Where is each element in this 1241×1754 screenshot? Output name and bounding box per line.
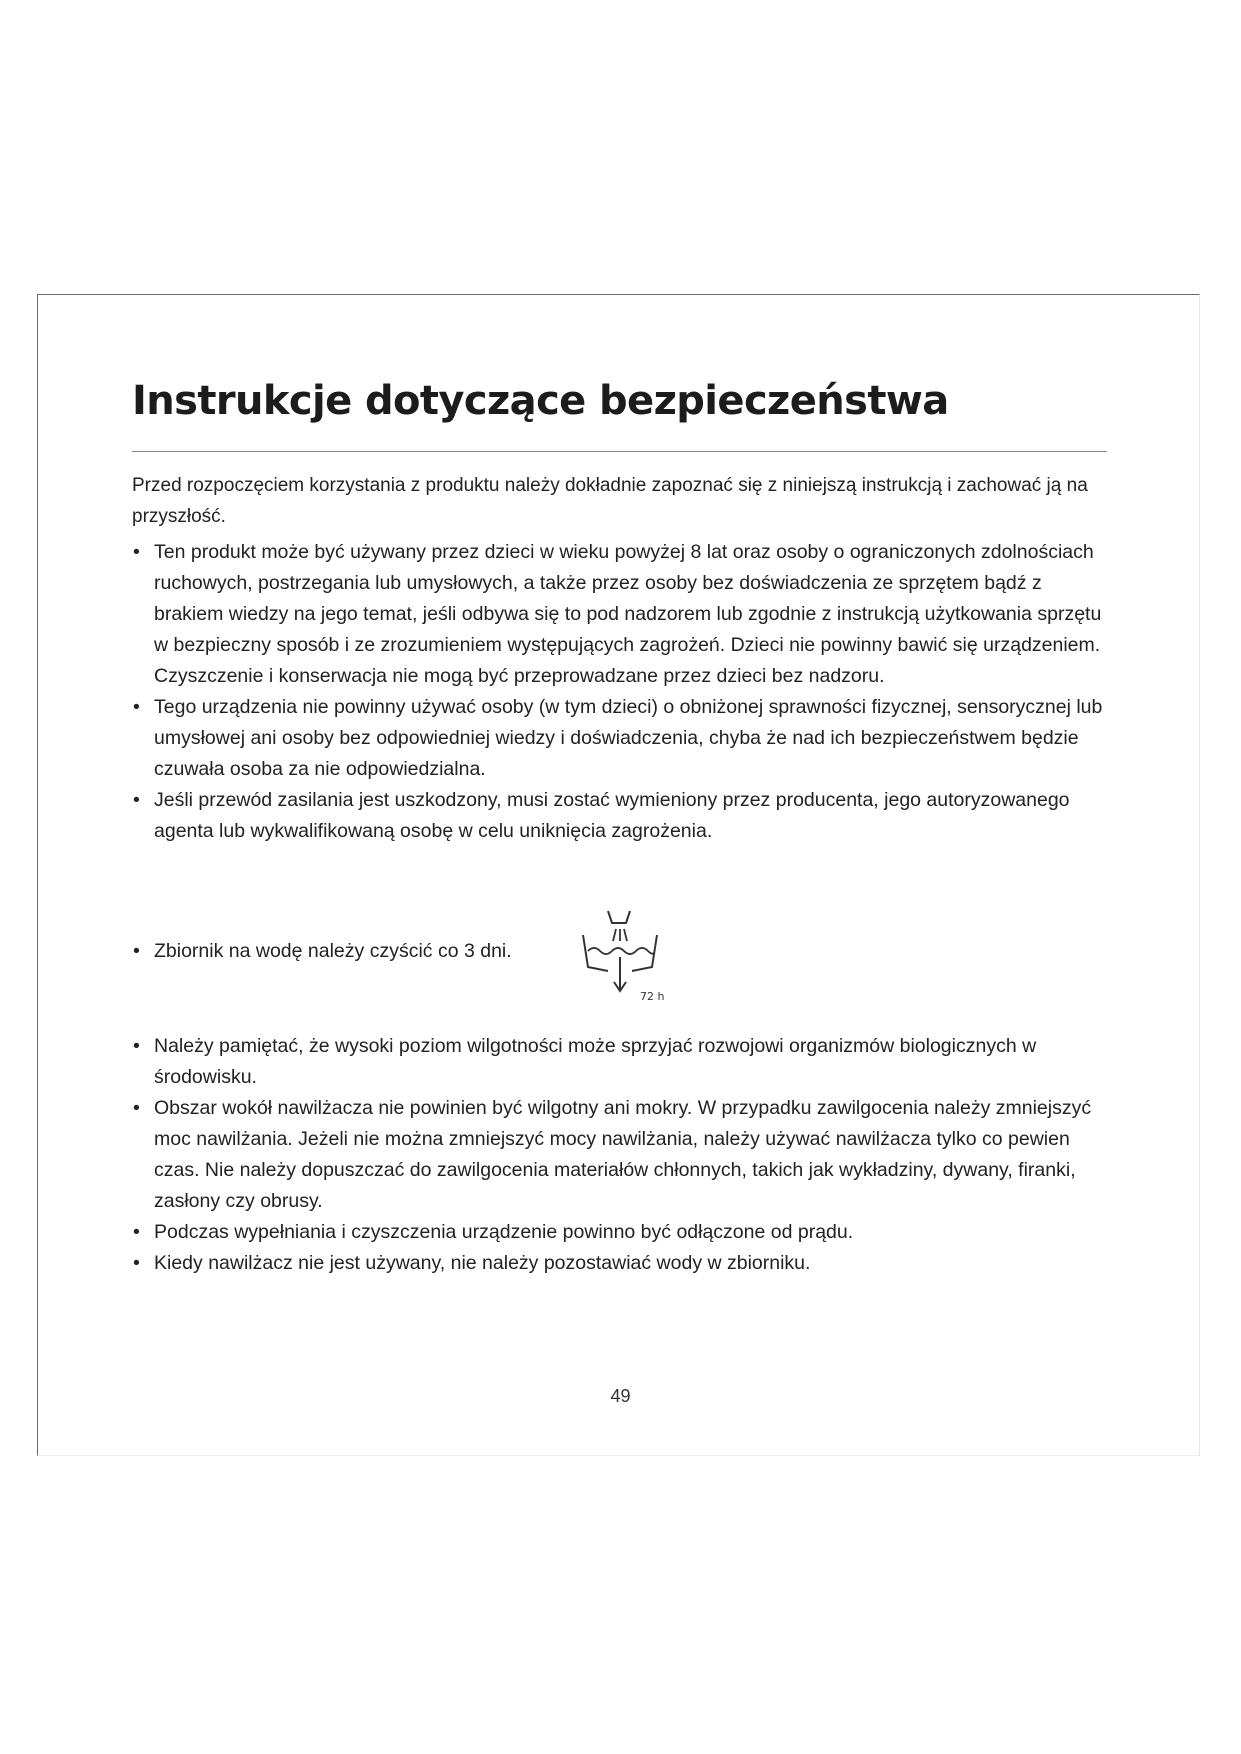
tank-cleaning-icon	[580, 905, 670, 1005]
tank-icon-label: 72 h	[640, 990, 665, 1003]
intro-paragraph: Przed rozpoczęciem korzystania z produktu należy dokładnie zapoznać się z niniejszą instrukcją i zachować ją na przyszłość.	[132, 475, 1088, 527]
page-number: 49	[610, 1386, 631, 1406]
safety-list-bottom	[132, 1031, 1107, 1279]
tank-note-text: Zbiornik na wodę należy czyścić co 3 dni.	[154, 940, 512, 962]
list-item: • Należy pamiętać, że wysoki poziom wilgotności może sprzyjać rozwojowi organizmów biologicznych w środowisku.	[132, 1031, 1107, 1093]
bullet-dot: •	[133, 940, 140, 962]
list-item: • Tego urządzenia nie powinny używać osoby (w tym dzieci) o obniżonej sprawności fizycznej, sensorycznej lub umysłowej ani osoby bez odpowiedniej wiedzy i doświadczenia, chyba że nad ich bezpieczeństwem będzie czuwała osoba za nie odpowiedzialna.	[132, 692, 1107, 785]
list-item: • Jeśli przewód zasilania jest uszkodzony, musi zostać wymieniony przez producenta, jego autoryzowanego agenta lub wykwalifikowaną osobę w celu uniknięcia zagrożenia.	[132, 785, 1107, 847]
tank-cleaning-note	[132, 936, 512, 967]
list-item: • Kiedy nawilżacz nie jest używany, nie należy pozostawiać wody w zbiorniku.	[132, 1248, 1107, 1279]
title-divider	[132, 451, 1107, 452]
safety-list-top	[132, 537, 1107, 847]
page-title: Instrukcje dotyczące bezpieczeństwa	[132, 378, 949, 424]
list-item: • Obszar wokół nawilżacza nie powinien być wilgotny ani mokry. W przypadku zawilgocenia należy zmniejszyć moc nawilżania. Jeżeli nie można zmniejszyć mocy nawilżania, należy używać nawilżacza tylko co pewien czas. Nie należy dopuszczać do zawilgocenia materiałów chłonnych, takich jak wykładziny, dywany, firanki, zasłony czy obrusy.	[132, 1093, 1107, 1217]
list-item: • Ten produkt może być używany przez dzieci w wieku powyżej 8 lat oraz osoby o ograniczonych zdolnościach ruchowych, postrzegania lub umysłowych, a także przez osoby bez doświadczenia ze sprzętem bądź z brakiem wiedzy na jego temat, jeśli odbywa się to pod nadzorem lub zgodnie z instrukcją użytkowania sprzętu w bezpieczny sposób i ze zrozumieniem występujących zagrożeń. Dzieci nie powinny bawić się urządzeniem. Czyszczenie i konserwacja nie mogą być przeprowadzane przez dzieci bez nadzoru.	[132, 537, 1107, 692]
page-frame	[37, 294, 1200, 1456]
list-item: • Podczas wypełniania i czyszczenia urządzenie powinno być odłączone od prądu.	[132, 1217, 1107, 1248]
